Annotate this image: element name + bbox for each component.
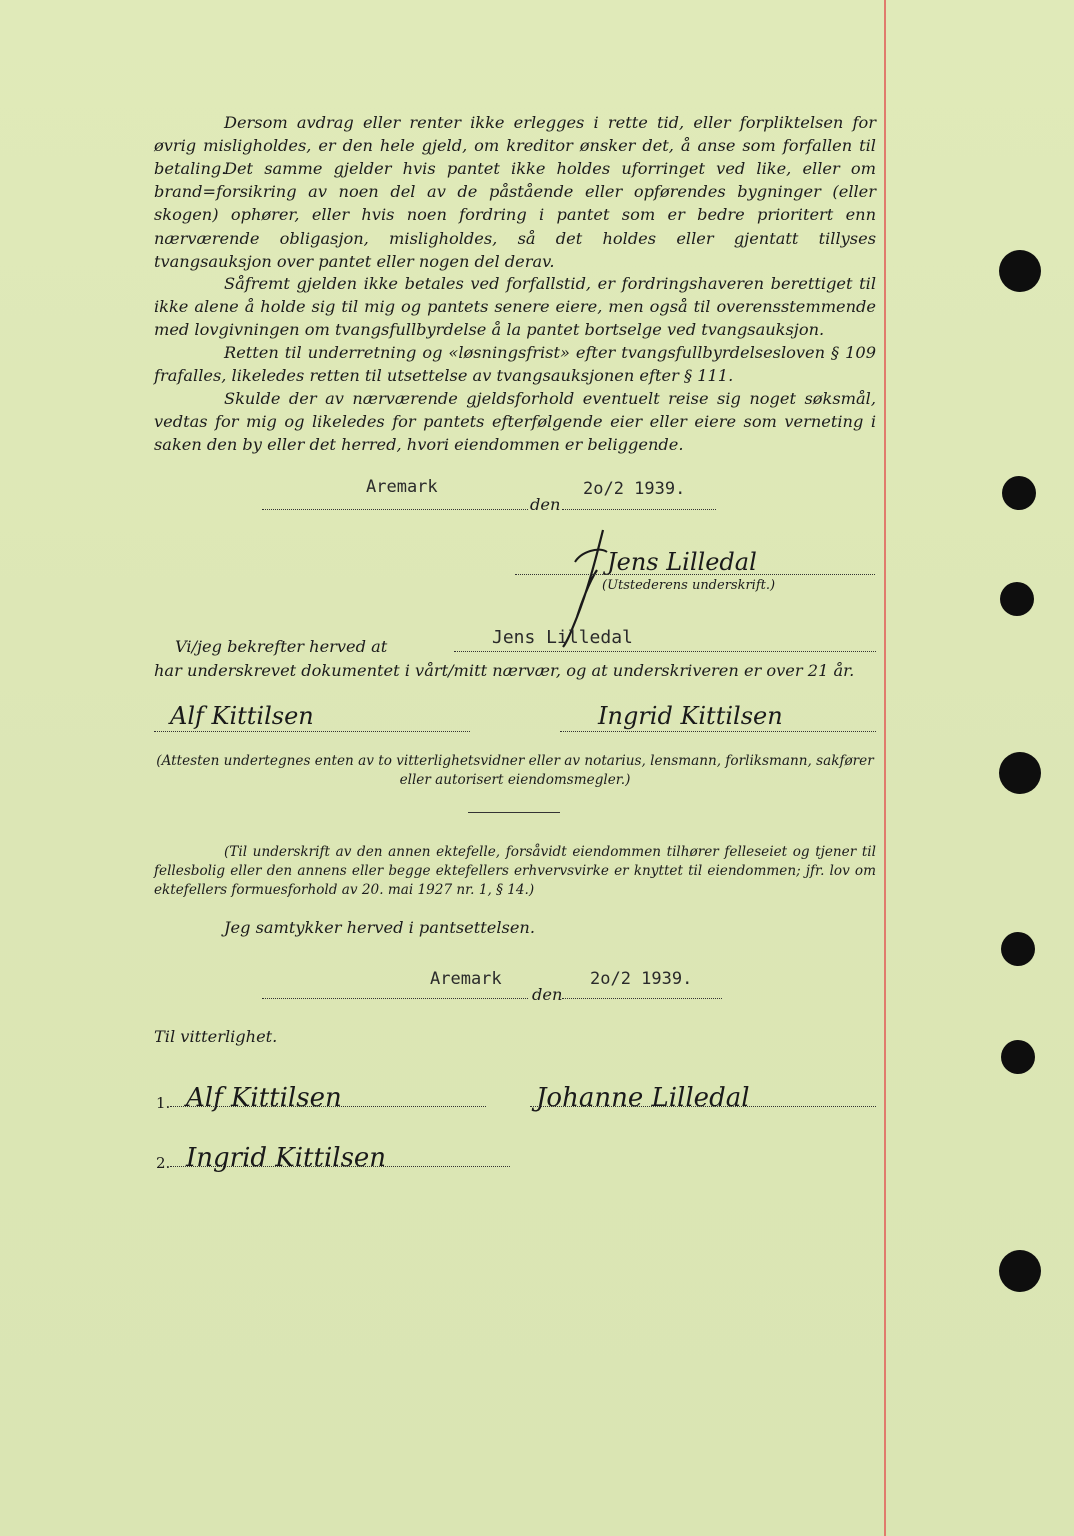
signature-line	[515, 574, 875, 575]
spouse-line	[530, 1106, 876, 1107]
date-typed-2: 2o/2 1939.	[590, 969, 693, 989]
issuer-caption: (Utstederens underskrift.)	[602, 578, 776, 593]
svg-text:Johanne Lilledal: Johanne Lilledal	[536, 1083, 750, 1113]
witness-heading: Til vitterlighet.	[154, 1027, 278, 1046]
den-label-2: den	[532, 985, 563, 1004]
attested-name-line	[454, 651, 876, 652]
witness-line-1	[154, 731, 470, 732]
binder-hole	[1001, 932, 1035, 966]
place-typed: Aremark	[366, 477, 438, 497]
margin-rule	[884, 0, 886, 1536]
binder-hole	[999, 1250, 1041, 1292]
clause-enforcement: Såfremt gjelden ikke betales ved forfallstid, er fordringshaveren berettiget til ikke alene å holde sig til mig og pantets senere eiere, men også til overensstemmende med lovgivningen om tvangsfullbyrdelse å la pantet bortselge ved tvangsauksjon.	[154, 274, 876, 340]
spouse-note: (Til underskrift av den annen ektefelle, forsåvidt eiendommen tilhører felleseiet og tjener til fellesbolig eller den annens eller begge ektefellers erhvervsvirke er knyttet til eiendommen; jfr. lov om ektefellers formuesforhold av 20. mai 1927 nr. 1, § 14.)	[154, 844, 876, 898]
spouse-signature	[530, 1070, 880, 1120]
final-witness-signature-1	[180, 1070, 480, 1120]
date-typed: 2o/2 1939.	[583, 479, 686, 499]
date-line-2	[562, 998, 722, 999]
attestation-prefix: Vi/jeg bekrefter herved at	[175, 637, 388, 656]
clause-default: Dersom avdrag eller renter ikke erlegges i rette tid, eller forpliktelsen for øvrig misligholdes, er den hele gjeld, om kreditor ønsker det, å anse som forfallen til betaling.	[154, 113, 876, 179]
attestation-line2: har underskrevet dokumentet i vårt/mitt nærvær, og at underskriveren er over 21 år.	[154, 661, 855, 680]
date-line	[562, 509, 716, 510]
witness-line-2	[560, 731, 876, 732]
binder-hole	[1001, 1040, 1035, 1074]
final-witness-line-2	[170, 1166, 510, 1167]
svg-text:Alf Kittilsen: Alf Kittilsen	[170, 702, 314, 730]
attestation-note: (Attesten undertegnes enten av to vitterlighetsvidner eller av notarius, lensmann, forliksmann, sakfører eller autorisert eiendomsmegler.)	[156, 753, 874, 788]
final-witness-line-1	[170, 1106, 486, 1107]
place-line	[262, 509, 528, 510]
binder-hole	[999, 752, 1041, 794]
place-line-2	[262, 998, 528, 999]
binder-hole	[1000, 582, 1034, 616]
clause-notice: Retten til underretning og «løsningsfrist» efter tvangsfullbyrdelsesloven § 109 frafalles, likeledes retten til utsettelse av tvangsauksjonen efter § 111.	[154, 343, 876, 386]
witness-number-2: 2.	[156, 1154, 171, 1172]
svg-text:Alf Kittilsen: Alf Kittilsen	[186, 1083, 342, 1113]
final-witness-signature-2	[180, 1130, 510, 1180]
binder-hole	[1002, 476, 1036, 510]
clause-venue: Skulde der av nærværende gjeldsforhold eventuelt reise sig noget søksmål, vedtas for mig og likeledes for pantets efterfølgende eier eller eiere som verneting i saken den by eller det herred, hvori eiendommen er beliggende.	[154, 389, 876, 455]
divider	[468, 812, 560, 813]
attested-name: Jens Lilledal	[492, 627, 633, 648]
svg-text:Jens Lilledal: Jens Lilledal	[607, 548, 757, 576]
clause-insurance: Det samme gjelder hvis pantet ikke holdes uforringet ved like, eller om brand=forsikring av noen del av de påstående eller opførendes bygninger (eller skogen) ophører, eller hvis noen fordring i pantet som er bedre prioritert enn nærværende obligasjon, misligholdes, så det holdes eller gjentatt tillyses tvangsauksjon over pantet eller nogen del derav.	[154, 159, 876, 271]
den-label: den	[530, 495, 561, 514]
binder-hole	[999, 250, 1041, 292]
witness-number-1: 1.	[156, 1094, 171, 1112]
svg-text:Ingrid Kittilsen: Ingrid Kittilsen	[598, 702, 783, 730]
place-typed-2: Aremark	[430, 969, 502, 989]
svg-text:Ingrid Kittilsen: Ingrid Kittilsen	[186, 1143, 387, 1173]
consent-statement: Jeg samtykker herved i pantsettelsen.	[224, 918, 535, 937]
